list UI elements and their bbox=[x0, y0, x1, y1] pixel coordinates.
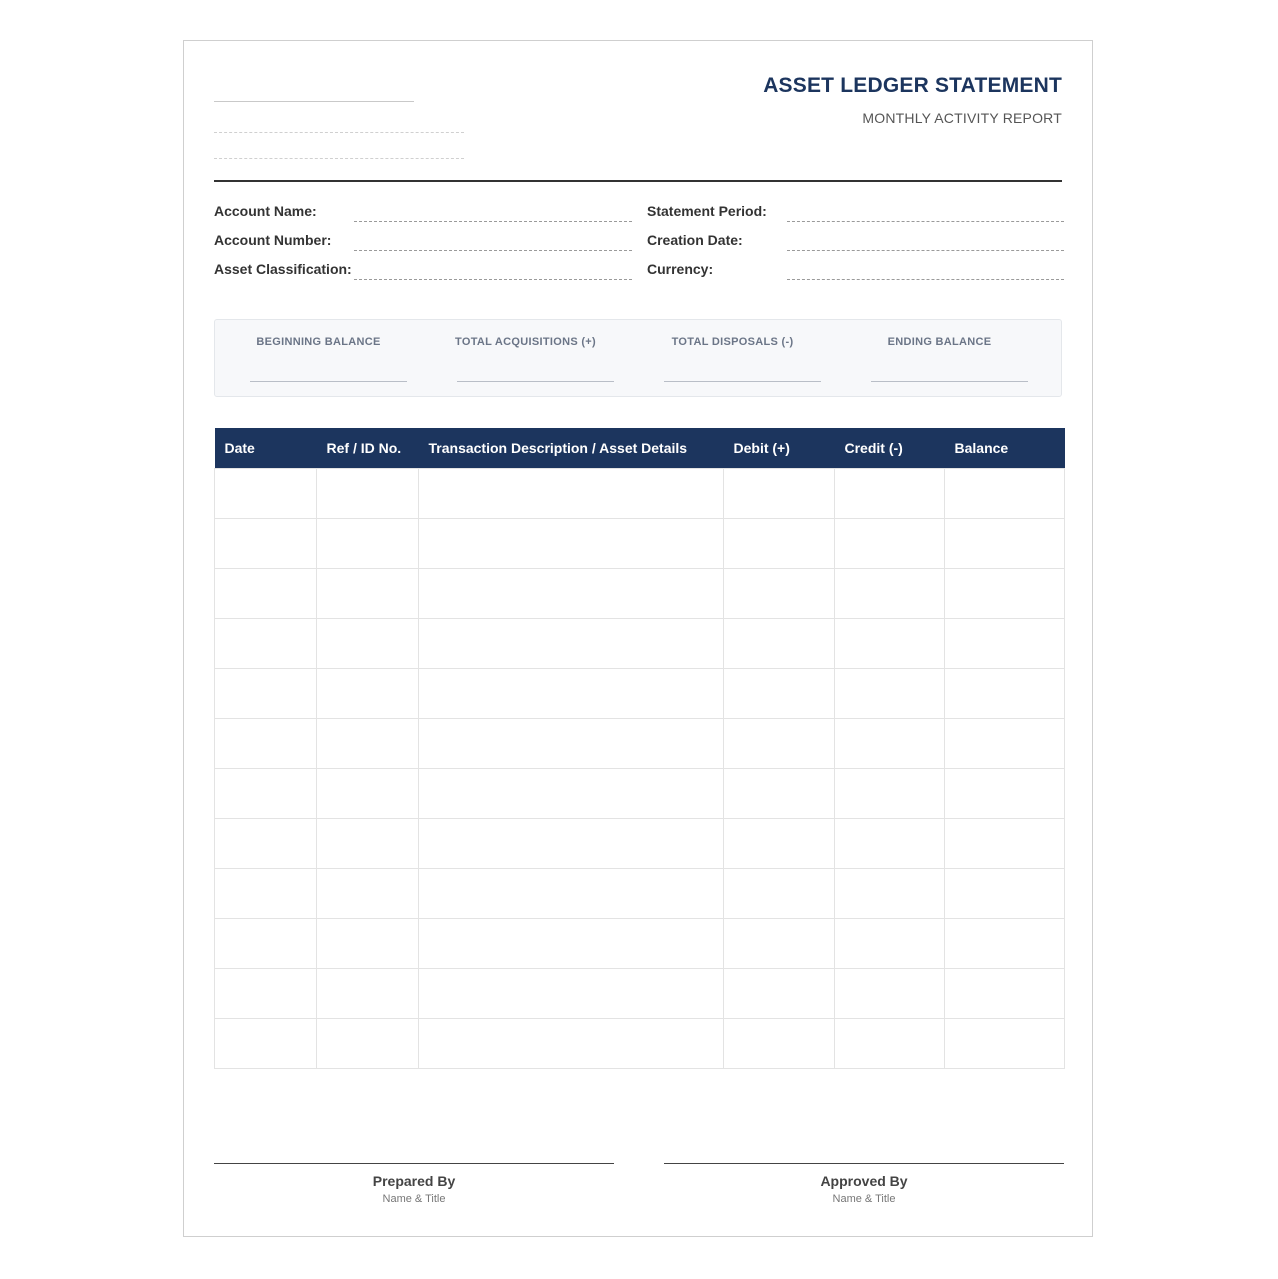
company-address-line-2 bbox=[214, 158, 464, 159]
table-row bbox=[215, 568, 1065, 618]
ref-id-cell[interactable] bbox=[317, 518, 419, 568]
debit-cell[interactable] bbox=[724, 718, 835, 768]
ledger-sheet bbox=[183, 40, 1093, 1237]
date-cell[interactable] bbox=[215, 768, 317, 818]
table-row bbox=[215, 1018, 1065, 1068]
signature-line[interactable] bbox=[214, 1163, 614, 1164]
table-row bbox=[215, 818, 1065, 868]
description-cell[interactable] bbox=[419, 868, 724, 918]
summary-beginning-balance bbox=[215, 320, 422, 398]
column-header-date: Date bbox=[215, 428, 317, 468]
debit-cell[interactable] bbox=[724, 818, 835, 868]
balance-cell[interactable] bbox=[945, 868, 1065, 918]
credit-cell[interactable] bbox=[835, 818, 945, 868]
balance-cell[interactable] bbox=[945, 518, 1065, 568]
debit-cell[interactable] bbox=[724, 568, 835, 618]
debit-cell[interactable] bbox=[724, 768, 835, 818]
account-name-field bbox=[214, 201, 632, 223]
debit-cell[interactable] bbox=[724, 918, 835, 968]
credit-cell[interactable] bbox=[835, 968, 945, 1018]
credit-cell[interactable] bbox=[835, 618, 945, 668]
credit-cell[interactable] bbox=[835, 468, 945, 518]
statement-period-input[interactable] bbox=[787, 221, 1064, 222]
description-cell[interactable] bbox=[419, 818, 724, 868]
balance-cell[interactable] bbox=[945, 468, 1065, 518]
ref-id-cell[interactable] bbox=[317, 968, 419, 1018]
balance-cell[interactable] bbox=[945, 918, 1065, 968]
table-row bbox=[215, 918, 1065, 968]
creation-date-label: Creation Date: bbox=[647, 232, 743, 248]
credit-cell[interactable] bbox=[835, 918, 945, 968]
debit-cell[interactable] bbox=[724, 618, 835, 668]
summary-label: BEGINNING BALANCE bbox=[256, 336, 381, 348]
asset-classification-field bbox=[214, 259, 632, 281]
ledger-table bbox=[214, 428, 1065, 1069]
summary-value-line[interactable] bbox=[664, 381, 821, 382]
column-header-credit: Credit (-) bbox=[835, 428, 945, 468]
summary-total-acquisitions bbox=[422, 320, 629, 398]
creation-date-input[interactable] bbox=[787, 250, 1064, 251]
summary-ending-balance bbox=[836, 320, 1043, 398]
currency-field bbox=[647, 259, 1064, 281]
description-cell[interactable] bbox=[419, 568, 724, 618]
account-number-field bbox=[214, 230, 632, 252]
table-row bbox=[215, 718, 1065, 768]
company-name-line bbox=[214, 101, 414, 102]
signature-line[interactable] bbox=[664, 1163, 1064, 1164]
summary-label: TOTAL ACQUISITIONS (+) bbox=[455, 336, 596, 348]
ref-id-cell[interactable] bbox=[317, 1018, 419, 1068]
column-header-debit: Debit (+) bbox=[724, 428, 835, 468]
balance-cell[interactable] bbox=[945, 1018, 1065, 1068]
ref-id-cell[interactable] bbox=[317, 618, 419, 668]
prepared-by-signature bbox=[214, 1163, 614, 1205]
signature-title: Prepared By bbox=[372, 1173, 456, 1189]
credit-cell[interactable] bbox=[835, 668, 945, 718]
ref-id-cell[interactable] bbox=[317, 768, 419, 818]
credit-cell[interactable] bbox=[835, 718, 945, 768]
description-cell[interactable] bbox=[419, 518, 724, 568]
document-title: ASSET LEDGER STATEMENT bbox=[763, 74, 1062, 97]
summary-total-disposals bbox=[629, 320, 836, 398]
creation-date-field bbox=[647, 230, 1064, 252]
account-name-label: Account Name: bbox=[214, 203, 317, 219]
date-cell[interactable] bbox=[215, 968, 317, 1018]
table-row bbox=[215, 868, 1065, 918]
account-name-input[interactable] bbox=[354, 221, 632, 222]
date-cell[interactable] bbox=[215, 518, 317, 568]
column-header-balance: Balance bbox=[945, 428, 1065, 468]
description-cell[interactable] bbox=[419, 1018, 724, 1068]
balance-cell[interactable] bbox=[945, 618, 1065, 668]
credit-cell[interactable] bbox=[835, 1018, 945, 1068]
sheet-content bbox=[214, 41, 1062, 1236]
balance-summary bbox=[214, 319, 1062, 397]
description-cell[interactable] bbox=[419, 918, 724, 968]
column-header-description: Transaction Description / Asset Details bbox=[419, 428, 724, 468]
approved-by-signature bbox=[664, 1163, 1064, 1205]
header-divider bbox=[214, 180, 1062, 182]
balance-cell[interactable] bbox=[945, 818, 1065, 868]
ref-id-cell[interactable] bbox=[317, 668, 419, 718]
ref-id-cell[interactable] bbox=[317, 468, 419, 518]
asset-classification-label: Asset Classification: bbox=[214, 261, 352, 277]
document-subtitle: MONTHLY ACTIVITY REPORT bbox=[862, 110, 1062, 126]
credit-cell[interactable] bbox=[835, 768, 945, 818]
description-cell[interactable] bbox=[419, 718, 724, 768]
ref-id-cell[interactable] bbox=[317, 918, 419, 968]
account-number-label: Account Number: bbox=[214, 232, 332, 248]
debit-cell[interactable] bbox=[724, 968, 835, 1018]
statement-period-field bbox=[647, 201, 1064, 223]
debit-cell[interactable] bbox=[724, 668, 835, 718]
date-cell[interactable] bbox=[215, 668, 317, 718]
table-row bbox=[215, 668, 1065, 718]
debit-cell[interactable] bbox=[724, 518, 835, 568]
ref-id-cell[interactable] bbox=[317, 568, 419, 618]
summary-label: ENDING BALANCE bbox=[887, 336, 992, 348]
ref-id-cell[interactable] bbox=[317, 818, 419, 868]
description-cell[interactable] bbox=[419, 618, 724, 668]
date-cell[interactable] bbox=[215, 818, 317, 868]
table-row bbox=[215, 618, 1065, 668]
balance-cell[interactable] bbox=[945, 718, 1065, 768]
date-cell[interactable] bbox=[215, 718, 317, 768]
account-number-input[interactable] bbox=[354, 250, 632, 251]
balance-cell[interactable] bbox=[945, 768, 1065, 818]
credit-cell[interactable] bbox=[835, 868, 945, 918]
credit-cell[interactable] bbox=[835, 518, 945, 568]
credit-cell[interactable] bbox=[835, 568, 945, 618]
date-cell[interactable] bbox=[215, 868, 317, 918]
debit-cell[interactable] bbox=[724, 468, 835, 518]
summary-value-line[interactable] bbox=[250, 381, 407, 382]
date-cell[interactable] bbox=[215, 468, 317, 518]
ledger-table-body bbox=[215, 468, 1065, 1068]
balance-cell[interactable] bbox=[945, 668, 1065, 718]
summary-value-line[interactable] bbox=[457, 381, 614, 382]
asset-classification-input[interactable] bbox=[354, 279, 632, 280]
statement-period-label: Statement Period: bbox=[647, 203, 767, 219]
description-cell[interactable] bbox=[419, 968, 724, 1018]
table-row bbox=[215, 768, 1065, 818]
currency-label: Currency: bbox=[647, 261, 714, 277]
debit-cell[interactable] bbox=[724, 868, 835, 918]
company-address-line-1 bbox=[214, 132, 464, 133]
date-cell[interactable] bbox=[215, 1018, 317, 1068]
summary-label: TOTAL DISPOSALS (-) bbox=[671, 336, 794, 348]
description-cell[interactable] bbox=[419, 768, 724, 818]
date-cell[interactable] bbox=[215, 568, 317, 618]
summary-value-line[interactable] bbox=[871, 381, 1028, 382]
date-cell[interactable] bbox=[215, 918, 317, 968]
description-cell[interactable] bbox=[419, 468, 724, 518]
table-row bbox=[215, 518, 1065, 568]
table-row bbox=[215, 968, 1065, 1018]
debit-cell[interactable] bbox=[724, 1018, 835, 1068]
signature-subtitle: Name & Title bbox=[382, 1193, 446, 1205]
signature-subtitle: Name & Title bbox=[832, 1193, 896, 1205]
table-header-row bbox=[215, 428, 1065, 468]
ref-id-cell[interactable] bbox=[317, 868, 419, 918]
balance-cell[interactable] bbox=[945, 968, 1065, 1018]
balance-cell[interactable] bbox=[945, 568, 1065, 618]
table-row bbox=[215, 468, 1065, 518]
currency-input[interactable] bbox=[787, 279, 1064, 280]
ref-id-cell[interactable] bbox=[317, 718, 419, 768]
description-cell[interactable] bbox=[419, 668, 724, 718]
signature-title: Approved By bbox=[820, 1173, 908, 1189]
column-header-ref-id: Ref / ID No. bbox=[317, 428, 419, 468]
date-cell[interactable] bbox=[215, 618, 317, 668]
